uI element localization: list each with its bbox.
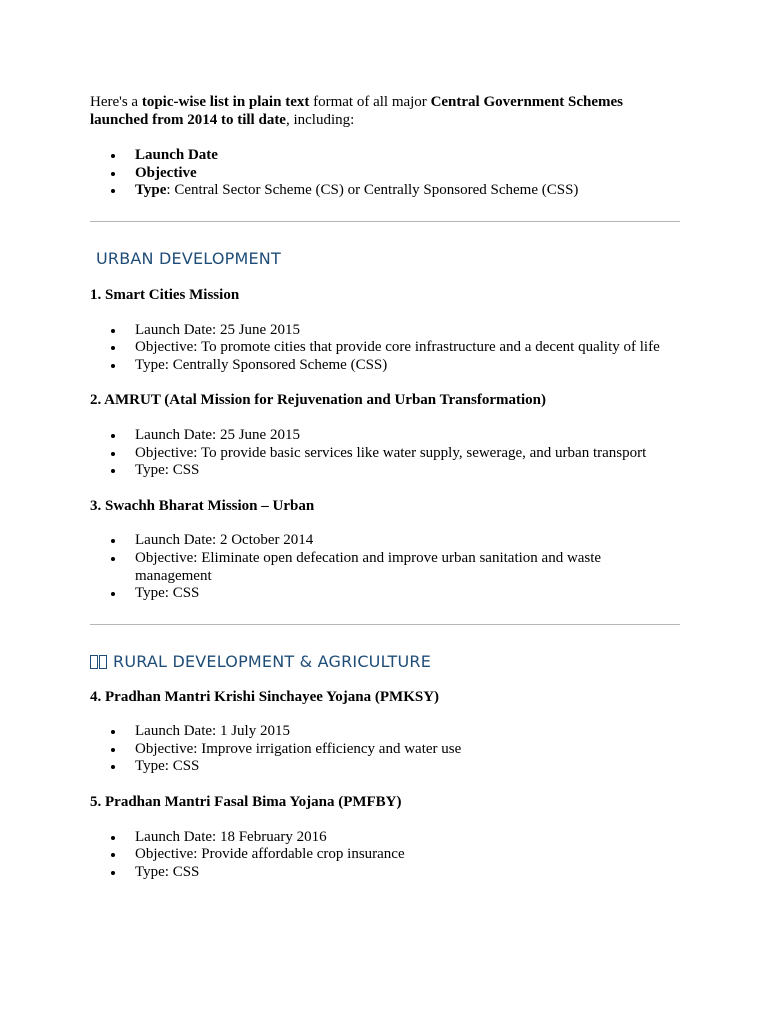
field-list	[90, 147, 680, 200]
scheme-details	[90, 532, 680, 602]
scheme-details	[90, 723, 680, 776]
field-item	[135, 147, 680, 165]
intro-paragraph	[90, 94, 680, 129]
field-item	[135, 165, 680, 183]
scheme-block	[90, 498, 680, 603]
launch-date: Launch Date: 18 February 2016	[135, 829, 680, 847]
scheme-title: 4. Pradhan Mantri Krishi Sinchayee Yojana (PMKSY)	[90, 688, 440, 705]
objective: Objective: Provide affordable crop insurance	[135, 846, 680, 864]
intro-text: , including:	[285, 111, 355, 128]
missing-glyph-icon	[90, 652, 108, 672]
intro-bold-text: topic-wise list in plain text	[141, 94, 310, 110]
section-heading-urban: URBAN DEVELOPMENT	[96, 248, 281, 268]
scheme-type: Type: Centrally Sponsored Scheme (CSS)	[135, 357, 680, 375]
launch-date: Launch Date: 2 October 2014	[135, 532, 680, 550]
section-divider	[90, 221, 680, 222]
scheme-title: 1. Smart Cities Mission	[90, 286, 240, 303]
document-page	[90, 94, 680, 881]
objective: Objective: Improve irrigation efficiency and water use	[135, 741, 680, 759]
scheme-block	[90, 392, 680, 479]
field-label: Launch Date	[135, 147, 218, 164]
scheme-title: 3. Swachh Bharat Mission – Urban	[90, 497, 315, 514]
scheme-block	[90, 689, 680, 776]
scheme-block	[90, 794, 680, 881]
section-divider	[90, 624, 680, 625]
scheme-details	[90, 322, 680, 375]
intro-text: format of all major	[309, 94, 431, 110]
scheme-type: Type: CSS	[135, 864, 680, 882]
scheme-title: 5. Pradhan Mantri Fasal Bima Yojana (PMFBY)	[90, 794, 402, 811]
objective: Objective: To promote cities that provide core infrastructure and a decent quality of life	[135, 339, 680, 357]
field-description: : Central Sector Scheme (CS) or Centrally Sponsored Scheme (CSS)	[166, 182, 579, 199]
section-heading-rural	[90, 652, 680, 672]
scheme-block	[90, 287, 680, 374]
field-label: Type	[135, 182, 167, 199]
scheme-type: Type: CSS	[135, 758, 680, 776]
objective: Objective: To provide basic services like water supply, sewerage, and urban transport	[135, 445, 680, 463]
scheme-type: Type: CSS	[135, 462, 680, 480]
field-label: Objective	[135, 164, 197, 181]
field-item	[135, 182, 680, 200]
launch-date: Launch Date: 1 July 2015	[135, 723, 680, 741]
objective: Objective: Eliminate open defecation and improve urban sanitation and waste management	[135, 550, 680, 585]
scheme-type: Type: CSS	[135, 585, 680, 603]
section-heading-text: RURAL DEVELOPMENT & AGRICULTURE	[113, 651, 432, 671]
scheme-details	[90, 427, 680, 480]
scheme-title: 2. AMRUT (Atal Mission for Rejuvenation and Urban Transformation)	[90, 392, 546, 409]
intro-text: Here's a	[90, 94, 142, 110]
launch-date: Launch Date: 25 June 2015	[135, 427, 680, 445]
intro-bold-text: Central Government Schemes launched from 2014 to till date	[90, 94, 624, 128]
launch-date: Launch Date: 25 June 2015	[135, 322, 680, 340]
scheme-details	[90, 829, 680, 882]
